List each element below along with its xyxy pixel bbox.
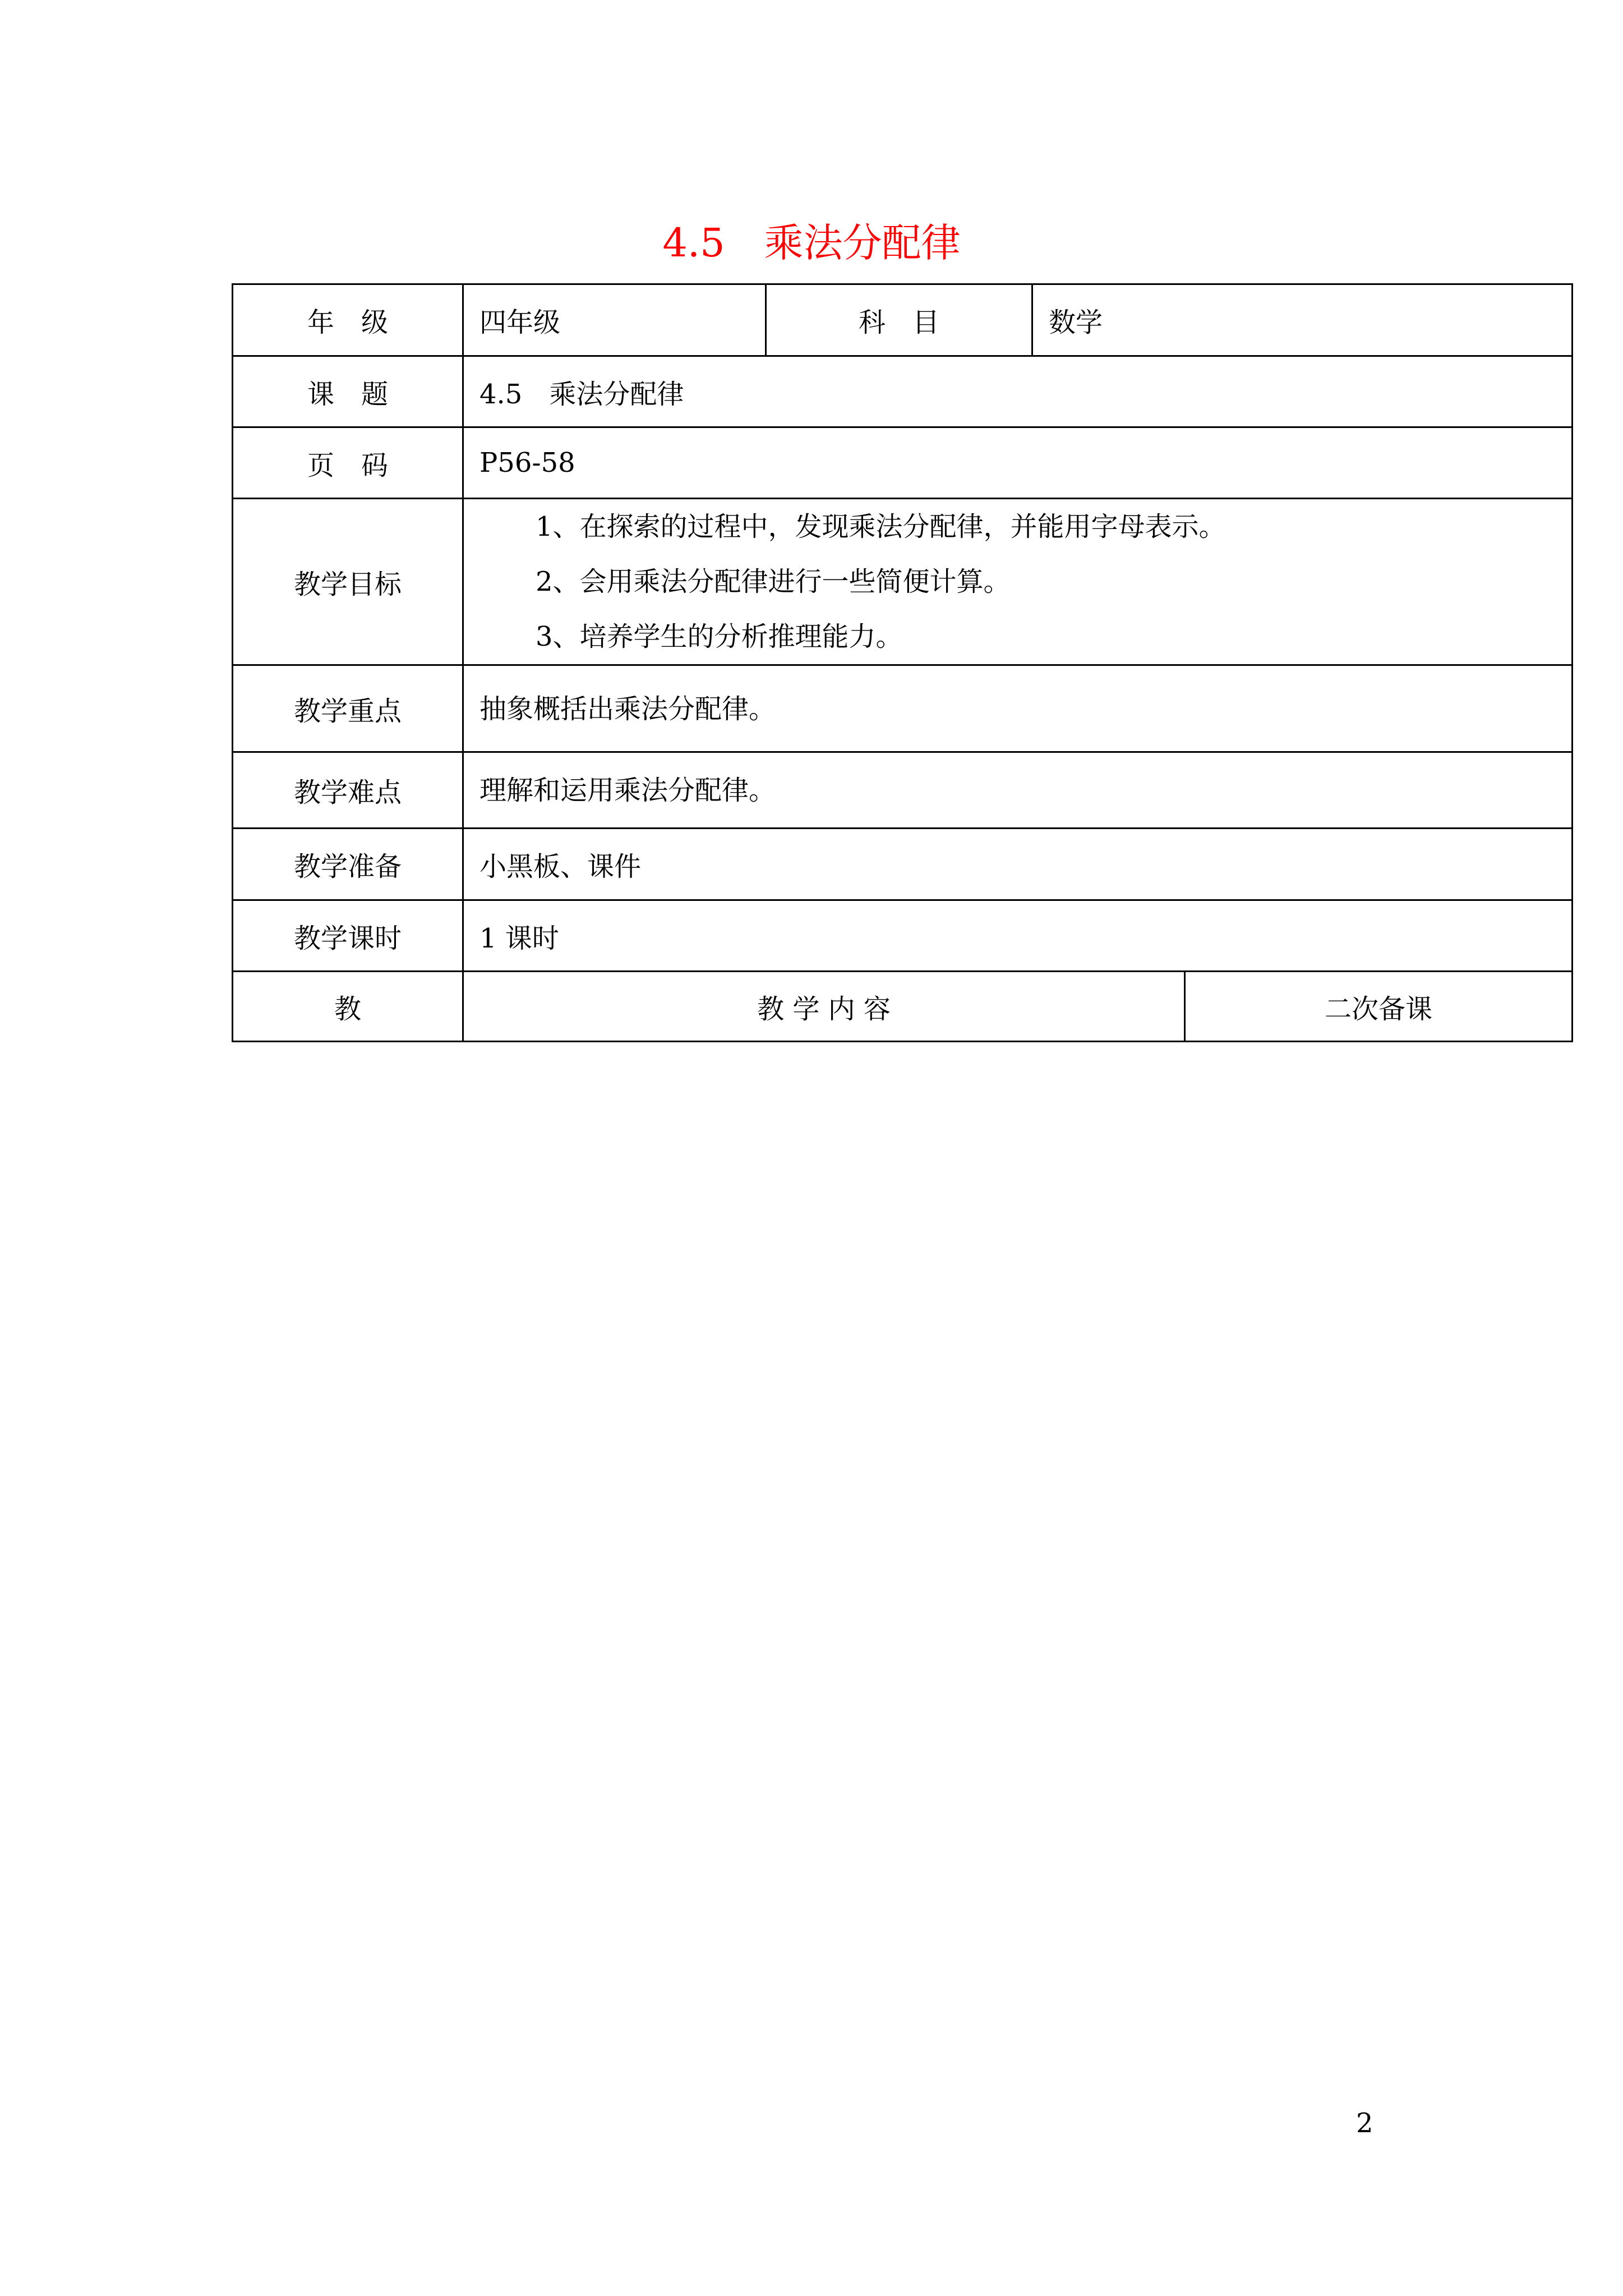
teaching-content-header: 教 学 内 容 (462, 970, 1184, 1042)
page-label: 页 码 (232, 426, 462, 498)
hours-value: 1 课时 (462, 899, 1573, 970)
hours-label: 教学课时 (232, 899, 462, 970)
subject-label: 科 目 (765, 283, 1031, 355)
prep-value: 小黑板、课件 (462, 827, 1573, 899)
lesson-plan-table (232, 283, 1573, 1042)
teaching-label: 教 (232, 970, 462, 1042)
grade-label: 年 级 (232, 283, 462, 355)
goal-item: 2、会用乘法分配律进行一些简便计算。 (536, 566, 1011, 597)
goal-item: 3、培养学生的分析推理能力。 (536, 621, 903, 652)
page-number: 2 (1356, 2108, 1373, 2139)
prep-label: 教学准备 (232, 827, 462, 899)
difficulty-value: 理解和运用乘法分配律。 (462, 751, 1573, 827)
grade-value: 四年级 (462, 283, 765, 355)
difficulty-label: 教学难点 (232, 751, 462, 827)
document-title: 4.5 乘法分配律 (662, 220, 961, 266)
key-label: 教学重点 (232, 664, 462, 751)
goal-item: 1、在探索的过程中，发现乘法分配律，并能用字母表示。 (536, 511, 1226, 542)
page-value: P56-58 (462, 426, 1573, 498)
topic-label: 课 题 (232, 355, 462, 426)
topic-value: 4.5 乘法分配律 (462, 355, 1573, 426)
goals-label: 教学目标 (232, 498, 462, 664)
goals-list (462, 498, 1573, 664)
key-value: 抽象概括出乘法分配律。 (462, 664, 1573, 751)
second-prep-header: 二次备课 (1184, 970, 1573, 1042)
subject-value: 数学 (1031, 283, 1573, 355)
